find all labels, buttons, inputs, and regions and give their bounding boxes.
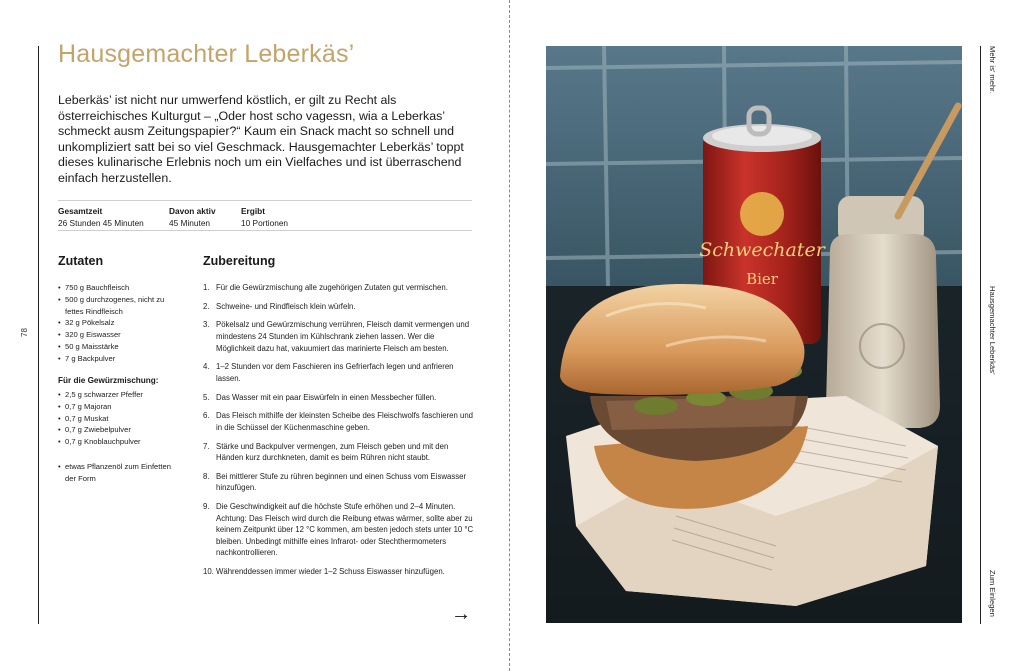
- ingredients-list: [58, 282, 176, 365]
- step-text: 1–2 Stunden vor dem Faschieren ins Gefrierfach legen und anfrieren lassen.: [216, 362, 454, 383]
- ingredient-item: • 50 g Maisstärke: [58, 341, 176, 353]
- step-text: Pökelsalz und Gewürzmischung verrühren, Fleisch damit vermengen und mindestens 24 Stunden im Kühlschrank ziehen lassen. Wer die Möglichkeit dazu hat, vakuumiert das marinierte Fleisch am besten.: [216, 320, 470, 353]
- yield: [241, 205, 288, 229]
- page-number: 78: [19, 328, 29, 337]
- total-time: [58, 205, 144, 229]
- method-step: [203, 501, 475, 559]
- method-steps: [203, 282, 475, 585]
- step-number: 5.: [203, 392, 210, 402]
- side-nav-recipe[interactable]: Hausgemachter Leberkäs’: [988, 286, 997, 375]
- step-number: 3.: [203, 320, 210, 330]
- right-margin-rule: [980, 46, 981, 624]
- ingredient-item: • 0,7 g Zwiebelpulver: [58, 424, 178, 436]
- recipe-photo: [546, 46, 962, 623]
- method-step: [203, 319, 475, 354]
- step-text: Das Fleisch mithilfe der kleinsten Scheibe des Fleischwolfs faschieren und in die Schüssel der Küchenmaschine geben.: [216, 411, 473, 432]
- spice-mix-heading: Für die Gewürzmischung:: [58, 376, 159, 385]
- step-number: 7.: [203, 441, 210, 451]
- total-time-label: Gesamtzeit: [58, 206, 103, 216]
- page-spine-divider: [509, 0, 510, 671]
- ingredient-item: • 0,7 g Muskat: [58, 413, 178, 425]
- step-text: Das Wasser mit ein paar Eiswürfeln in einen Messbecher füllen.: [216, 392, 437, 402]
- ingredient-item: • 7 g Backpulver: [58, 353, 176, 365]
- ingredient-item: • etwas Pflanzenöl zum Einfetten der Form: [58, 461, 180, 485]
- step-number: 8.: [203, 471, 210, 481]
- step-number: 1.: [203, 283, 210, 292]
- ingredient-item: • 500 g durchzogenes, nicht zu fettes Rindfleisch: [58, 294, 176, 318]
- step-number: 10.: [203, 567, 214, 577]
- method-step: [203, 441, 475, 464]
- can-brand-text: Schwechater: [699, 239, 825, 261]
- extra-ingredients-list: [58, 461, 180, 485]
- recipe-title: Hausgemachter Leberkäs’: [58, 40, 355, 68]
- step-text: Bei mittlerer Stufe zu rühren beginnen und einen Schuss vom Eiswasser hinzufügen.: [216, 471, 467, 493]
- step-text: Stärke und Backpulver vermengen, zum Fleisch geben und mit den Händen kurz durchkneten, damit es beim Rühren nicht staubt.: [216, 441, 449, 463]
- ingredient-item: • 0,7 g Knoblauchpulver: [58, 436, 178, 448]
- ingredient-item: • 2,5 g schwarzer Pfeffer: [58, 389, 178, 401]
- ingredient-item: • 0,7 g Majoran: [58, 401, 178, 413]
- ingredients-heading: Zutaten: [58, 254, 104, 268]
- method-step: [203, 392, 475, 404]
- total-time-value: 26 Stunden 45 Minuten: [58, 218, 144, 228]
- recipe-intro: Leberkäs’ ist nicht nur umwerfend köstlich, er gilt zu Recht als österreichisches Kulturgut – „Oder host scho vagessn, wia a Leberkas’ schmeckt ausm Zeitungspapier?“ Kaum ein Snack macht so schnell und unkompliziert satt bei so viel Geschmack. Hausgemachter Leberkäs’ toppt dieses kulinarische Erlebnis noch um ein Vielfaches und ist überraschend einfach herzustellen.: [58, 93, 464, 185]
- spice-ingredients-list: [58, 389, 178, 448]
- step-number: 6.: [203, 411, 210, 421]
- active-time-value: 45 Minuten: [169, 218, 211, 228]
- ingredient-item: • 320 g Eiswasser: [58, 329, 176, 341]
- ingredient-item: • 750 g Bauchfleisch: [58, 282, 176, 294]
- step-number: 9.: [203, 502, 210, 512]
- yield-value: 10 Portionen: [241, 218, 289, 228]
- method-step: [203, 301, 475, 313]
- method-step: [203, 361, 475, 384]
- step-number: 4.: [203, 362, 210, 372]
- method-step: [203, 410, 475, 433]
- step-text: Die Geschwindigkeit auf die höchste Stufe erhöhen und 2–4 Minuten. Achtung: Das Fleisch wird durch die Reibung etwas wärmer, sollte aber zu keinem Zeitpunkt über 12 °C kommen, am besten jedoch stets unter 10 °C bleiben. Unbedingt mithilfe eines Infrarot- oder Stechthermometers nachkontrollieren.: [216, 502, 474, 558]
- method-step: [203, 282, 475, 294]
- active-time: [169, 205, 216, 229]
- method-step: [203, 471, 475, 494]
- can-sub-text: Bier: [746, 270, 778, 288]
- step-text: Für die Gewürzmischung alle zugehörigen Zutaten gut vermischen.: [216, 283, 448, 292]
- side-nav-chapter[interactable]: Mehr is’ mehr.: [988, 46, 997, 94]
- step-text: Schweine- und Rindfleisch klein würfeln.: [216, 301, 356, 311]
- step-text: Währenddessen immer wieder 1–2 Schuss Eiswasser hinzufügen.: [216, 567, 445, 577]
- yield-label: Ergibt: [241, 206, 265, 216]
- active-time-label: Davon aktiv: [169, 206, 216, 216]
- next-page-arrow-icon[interactable]: →: [451, 603, 471, 625]
- method-heading: Zubereitung: [203, 254, 276, 268]
- step-number: 2.: [203, 301, 210, 311]
- ingredient-item: • 32 g Pökelsalz: [58, 317, 176, 329]
- left-margin-rule: [38, 46, 39, 624]
- method-step: [203, 566, 475, 578]
- side-nav-next-section[interactable]: Zum Einlegen: [988, 570, 997, 617]
- recipe-meta-bar: [58, 200, 472, 231]
